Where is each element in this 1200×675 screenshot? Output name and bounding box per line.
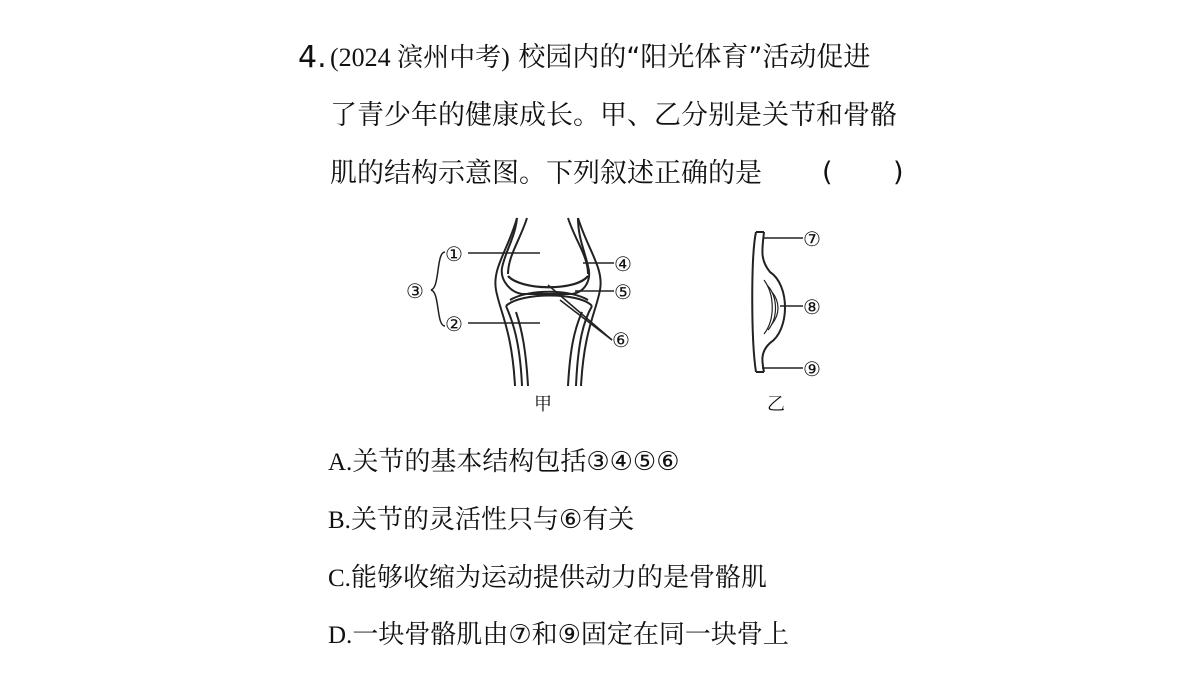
label-1: ① (445, 242, 463, 266)
option-a-letter: A. (328, 449, 353, 476)
option-d[interactable] (328, 614, 789, 651)
question-line-1 (330, 41, 870, 75)
answer-paren-open: ( (822, 157, 833, 188)
option-b[interactable] (328, 499, 634, 536)
label-3: ③ (406, 279, 424, 303)
label-2: ② (445, 312, 463, 336)
muscle-diagram (752, 232, 785, 372)
question-line-2: 了青少年的健康成长。甲、乙分别是关节和骨骼 (330, 100, 897, 131)
label-6: ⑥ (612, 328, 630, 352)
anatomy-figure (380, 210, 860, 430)
caption-yi: 乙 (767, 394, 785, 415)
label-9: ⑨ (803, 357, 821, 381)
option-a-text: 关节的基本结构包括③④⑤⑥ (352, 447, 680, 477)
option-a[interactable] (328, 441, 680, 478)
label-5: ⑤ (614, 280, 632, 304)
caption-jia: 甲 (534, 394, 552, 415)
question-line-3: 肌的结构示意图。下列叙述正确的是 (330, 158, 762, 189)
joint-diagram (495, 218, 600, 386)
question-number: 4. (298, 40, 327, 75)
label-8: ⑧ (803, 295, 821, 319)
option-c-letter: C. (328, 565, 351, 592)
question-text-1: 校园内的“阳光体育”活动促进 (518, 42, 871, 73)
question-source: (2024 滨州中考) (330, 43, 510, 72)
option-d-text: 一块骨骼肌由⑦和⑨固定在同一块骨上 (352, 620, 789, 650)
option-c[interactable] (328, 557, 767, 594)
option-b-letter: B. (328, 507, 351, 534)
option-c-text: 能够收缩为运动提供动力的是骨骼肌 (350, 563, 767, 593)
option-b-text: 关节的灵活性只与⑥有关 (350, 505, 635, 535)
option-d-letter: D. (328, 622, 353, 649)
label-4: ④ (614, 252, 632, 276)
label-7: ⑦ (803, 227, 821, 251)
answer-paren-close: ) (893, 157, 904, 188)
